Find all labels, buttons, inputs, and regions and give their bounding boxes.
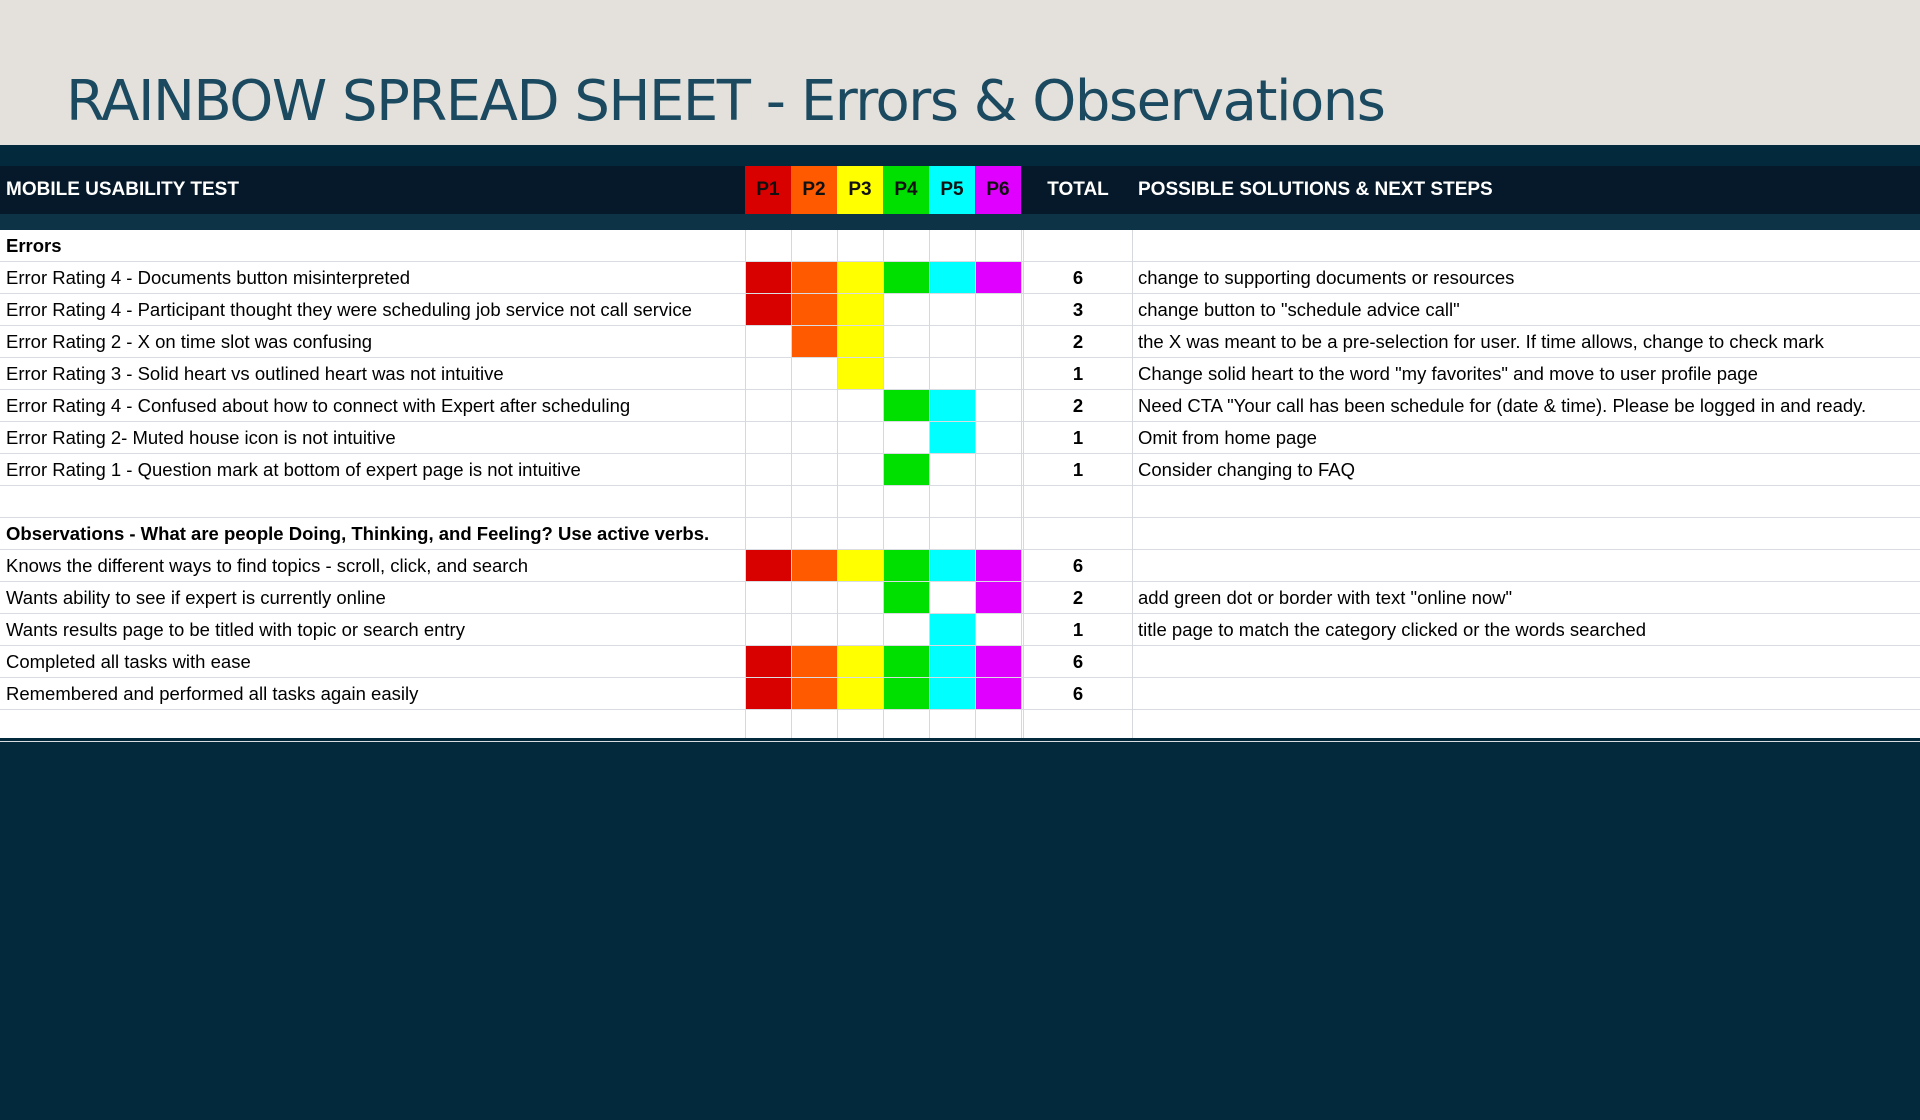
row-label: Error Rating 3 - Solid heart vs outlined heart was not intuitive bbox=[6, 363, 504, 384]
header-participant-p3: P3 bbox=[837, 166, 883, 214]
table-row bbox=[0, 614, 1920, 646]
table-row bbox=[0, 678, 1920, 710]
table-row bbox=[0, 326, 1920, 358]
mark-cell-p4 bbox=[883, 646, 929, 677]
mark-cell-p6 bbox=[975, 582, 1021, 613]
row-label: Wants ability to see if expert is currently online bbox=[6, 587, 386, 608]
mark-cell-p4 bbox=[883, 678, 929, 709]
row-solution: Change solid heart to the word "my favorites" and move to user profile page bbox=[1138, 363, 1758, 384]
mark-cell-p6 bbox=[975, 678, 1021, 709]
mark-cell-p6 bbox=[975, 646, 1021, 677]
blank-row bbox=[0, 710, 1920, 742]
grid-vline bbox=[791, 230, 792, 738]
grid-vline bbox=[745, 230, 746, 738]
grid-vline bbox=[837, 230, 838, 738]
header-participant-p2: P2 bbox=[791, 166, 837, 214]
mark-cell-p4 bbox=[883, 550, 929, 581]
row-total: 1 bbox=[1072, 619, 1084, 640]
section-label: Errors bbox=[6, 235, 62, 256]
header-participant-p5: P5 bbox=[929, 166, 975, 214]
mark-cell-p1 bbox=[745, 294, 791, 325]
header-separator bbox=[0, 214, 1920, 230]
row-label: Remembered and performed all tasks again easily bbox=[6, 683, 419, 704]
row-solution: add green dot or border with text "online now" bbox=[1138, 587, 1513, 608]
row-label: Error Rating 2 - X on time slot was confusing bbox=[6, 331, 373, 352]
row-label: Knows the different ways to find topics - scroll, click, and search bbox=[6, 555, 529, 576]
row-label: Error Rating 4 - Documents button misinterpreted bbox=[6, 267, 411, 288]
row-solution: Need CTA "Your call has been schedule for (date & time). Please be logged in and ready. bbox=[1138, 395, 1867, 416]
row-total: 6 bbox=[1072, 555, 1084, 576]
row-total: 2 bbox=[1072, 395, 1084, 416]
blank-row bbox=[0, 486, 1920, 518]
mark-cell-p1 bbox=[745, 678, 791, 709]
table-row bbox=[0, 646, 1920, 678]
mark-cell-p3 bbox=[837, 326, 883, 357]
row-total bbox=[1024, 710, 1132, 741]
mark-cell-p3 bbox=[837, 358, 883, 389]
table-row bbox=[0, 454, 1920, 486]
row-solution: Consider changing to FAQ bbox=[1138, 459, 1355, 480]
row-solution: the X was meant to be a pre-selection for user. If time allows, change to check mark bbox=[1138, 331, 1824, 352]
table-row bbox=[0, 582, 1920, 614]
mark-cell-p6 bbox=[975, 550, 1021, 581]
header-solutions-label: POSSIBLE SOLUTIONS & NEXT STEPS bbox=[1138, 179, 1493, 200]
grid-vline bbox=[1021, 230, 1022, 738]
row-label: Error Rating 4 - Confused about how to connect with Expert after scheduling bbox=[6, 395, 631, 416]
mark-cell-p4 bbox=[883, 454, 929, 485]
mark-cell-p3 bbox=[837, 294, 883, 325]
mark-cell-p5 bbox=[929, 390, 975, 421]
row-total bbox=[1024, 518, 1132, 549]
grid-vline bbox=[883, 230, 884, 738]
header-row bbox=[0, 166, 1920, 214]
mark-cell-p2 bbox=[791, 646, 837, 677]
row-label: Wants results page to be titled with topic or search entry bbox=[6, 619, 465, 640]
grid-vline bbox=[929, 230, 930, 738]
section-label: Observations - What are people Doing, Thinking, and Feeling? Use active verbs. bbox=[6, 523, 710, 544]
mark-cell-p2 bbox=[791, 294, 837, 325]
title-bar bbox=[0, 0, 1920, 145]
header-total-label: TOTAL bbox=[1047, 179, 1109, 200]
row-solution: change to supporting documents or resources bbox=[1138, 267, 1515, 288]
mark-cell-p3 bbox=[837, 550, 883, 581]
row-label: Completed all tasks with ease bbox=[6, 651, 251, 672]
header-participant-p4: P4 bbox=[883, 166, 929, 214]
mark-cell-p2 bbox=[791, 678, 837, 709]
mark-cell-p2 bbox=[791, 262, 837, 293]
row-total: 2 bbox=[1072, 331, 1084, 352]
mark-cell-p4 bbox=[883, 390, 929, 421]
mark-cell-p5 bbox=[929, 422, 975, 453]
mark-cell-p1 bbox=[745, 646, 791, 677]
row-total: 2 bbox=[1072, 587, 1084, 608]
grid-vline bbox=[1023, 230, 1024, 738]
table-row bbox=[0, 262, 1920, 294]
row-total: 6 bbox=[1072, 683, 1084, 704]
mark-cell-p2 bbox=[791, 550, 837, 581]
mark-cell-p5 bbox=[929, 614, 975, 645]
row-solution: title page to match the category clicked or the words searched bbox=[1138, 619, 1646, 640]
mark-cell-p4 bbox=[883, 262, 929, 293]
section-row bbox=[0, 518, 1920, 550]
table-row bbox=[0, 422, 1920, 454]
row-label: Error Rating 2- Muted house icon is not intuitive bbox=[6, 427, 396, 448]
mark-cell-p3 bbox=[837, 262, 883, 293]
row-total bbox=[1024, 230, 1132, 261]
mark-cell-p5 bbox=[929, 550, 975, 581]
row-label: Error Rating 4 - Participant thought they were scheduling job service not call service bbox=[6, 299, 692, 320]
table-row bbox=[0, 358, 1920, 390]
page-title: RAINBOW SPREAD SHEET - Errors & Observations bbox=[66, 69, 1385, 134]
mark-cell-p5 bbox=[929, 262, 975, 293]
row-total: 6 bbox=[1072, 267, 1084, 288]
mark-cell-p2 bbox=[791, 326, 837, 357]
row-total: 6 bbox=[1072, 651, 1084, 672]
table-row bbox=[0, 550, 1920, 582]
table-row bbox=[0, 294, 1920, 326]
mark-cell-p1 bbox=[745, 262, 791, 293]
row-total: 3 bbox=[1072, 299, 1084, 320]
row-total bbox=[1024, 486, 1132, 517]
mark-cell-p5 bbox=[929, 678, 975, 709]
mark-cell-p4 bbox=[883, 582, 929, 613]
row-total: 1 bbox=[1072, 459, 1084, 480]
mark-cell-p1 bbox=[745, 550, 791, 581]
row-solution: change button to "schedule advice call" bbox=[1138, 299, 1460, 320]
mark-cell-p3 bbox=[837, 646, 883, 677]
header-participant-p6: P6 bbox=[975, 166, 1021, 214]
section-row bbox=[0, 230, 1920, 262]
spreadsheet bbox=[0, 166, 1920, 738]
mark-cell-p6 bbox=[975, 262, 1021, 293]
grid-vline bbox=[975, 230, 976, 738]
header-test-label: MOBILE USABILITY TEST bbox=[6, 179, 239, 200]
row-total: 1 bbox=[1072, 427, 1084, 448]
grid-vline bbox=[1132, 230, 1133, 738]
mark-cell-p5 bbox=[929, 646, 975, 677]
mark-cell-p3 bbox=[837, 678, 883, 709]
row-total: 1 bbox=[1072, 363, 1084, 384]
row-label: Error Rating 1 - Question mark at bottom of expert page is not intuitive bbox=[6, 459, 581, 480]
header-participant-p1: P1 bbox=[745, 166, 791, 214]
table-row bbox=[0, 390, 1920, 422]
row-solution: Omit from home page bbox=[1138, 427, 1317, 448]
